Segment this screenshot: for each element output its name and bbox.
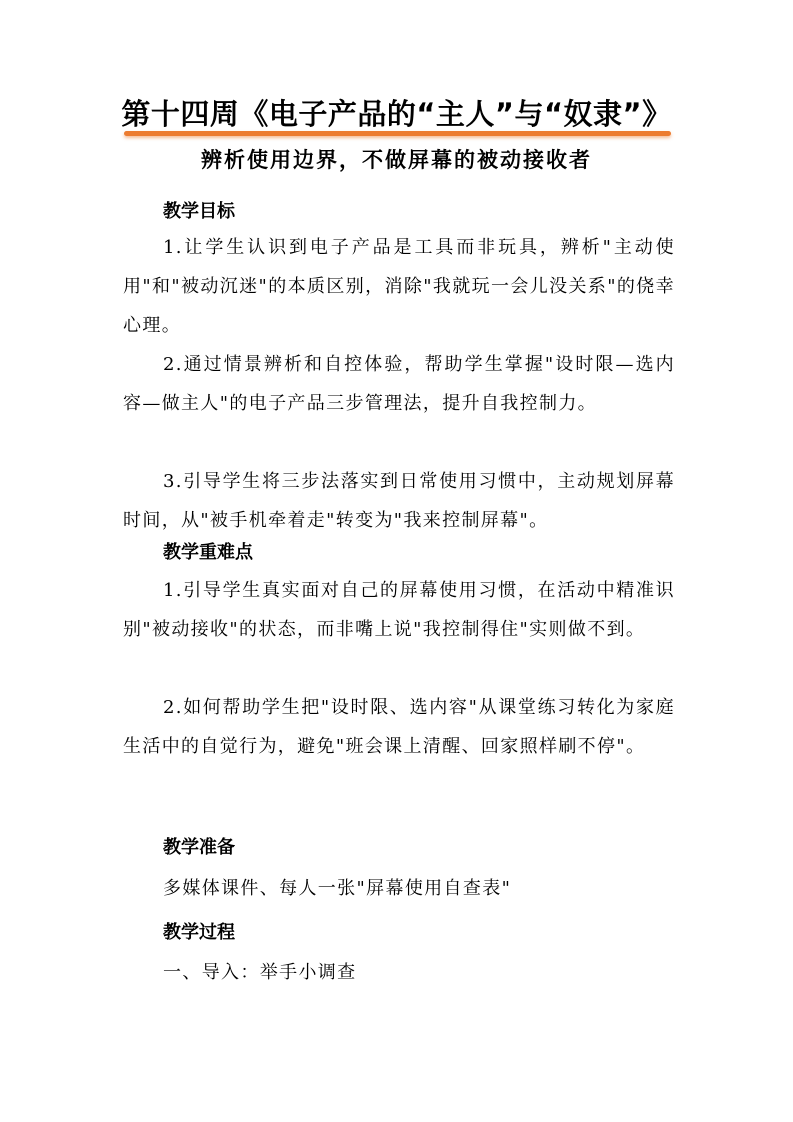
page-title: 第十四周《电子产品的“主人”与“奴隶”》 xyxy=(121,97,672,131)
section-heading-preparation: 教学准备 xyxy=(163,837,235,858)
process-step-1: 一、导入：举手小调查 xyxy=(163,962,357,983)
key-point-item-1: 1.引导学生真实面对自己的屏幕使用习惯，在活动中精准识别"被动接收"的状态，而非嘴上说"我控制得住"实则做不到。 xyxy=(123,580,675,640)
title-underline xyxy=(124,131,671,136)
section-heading-objectives: 教学目标 xyxy=(163,201,235,222)
preparation-text: 多媒体课件、每人一张"屏幕使用自查表" xyxy=(163,878,512,899)
section-heading-key-points: 教学重难点 xyxy=(163,542,253,563)
page-subtitle: 辨析使用边界，不做屏幕的被动接收者 xyxy=(201,147,592,172)
key-point-item-2: 2.如何帮助学生把"设时限、选内容"从课堂练习转化为家庭生活中的自觉行为，避免"班会课上清醒、回家照样刷不停"。 xyxy=(123,697,675,757)
section-heading-process: 教学过程 xyxy=(163,922,235,943)
objective-item-2: 2.通过情景辨析和自控体验，帮助学生掌握"设时限—选内容—做主人"的电子产品三步管理法，提升自我控制力。 xyxy=(123,354,675,414)
objective-item-1: 1.让学生认识到电子产品是工具而非玩具，辨析"主动使用"和"被动沉迷"的本质区别，消除"我就玩一会儿没关系"的侥幸心理。 xyxy=(123,237,675,336)
objective-item-3: 3.引导学生将三步法落实到日常使用习惯中，主动规划屏幕时间，从"被手机牵着走"转变为"我来控制屏幕"。 xyxy=(123,471,675,531)
